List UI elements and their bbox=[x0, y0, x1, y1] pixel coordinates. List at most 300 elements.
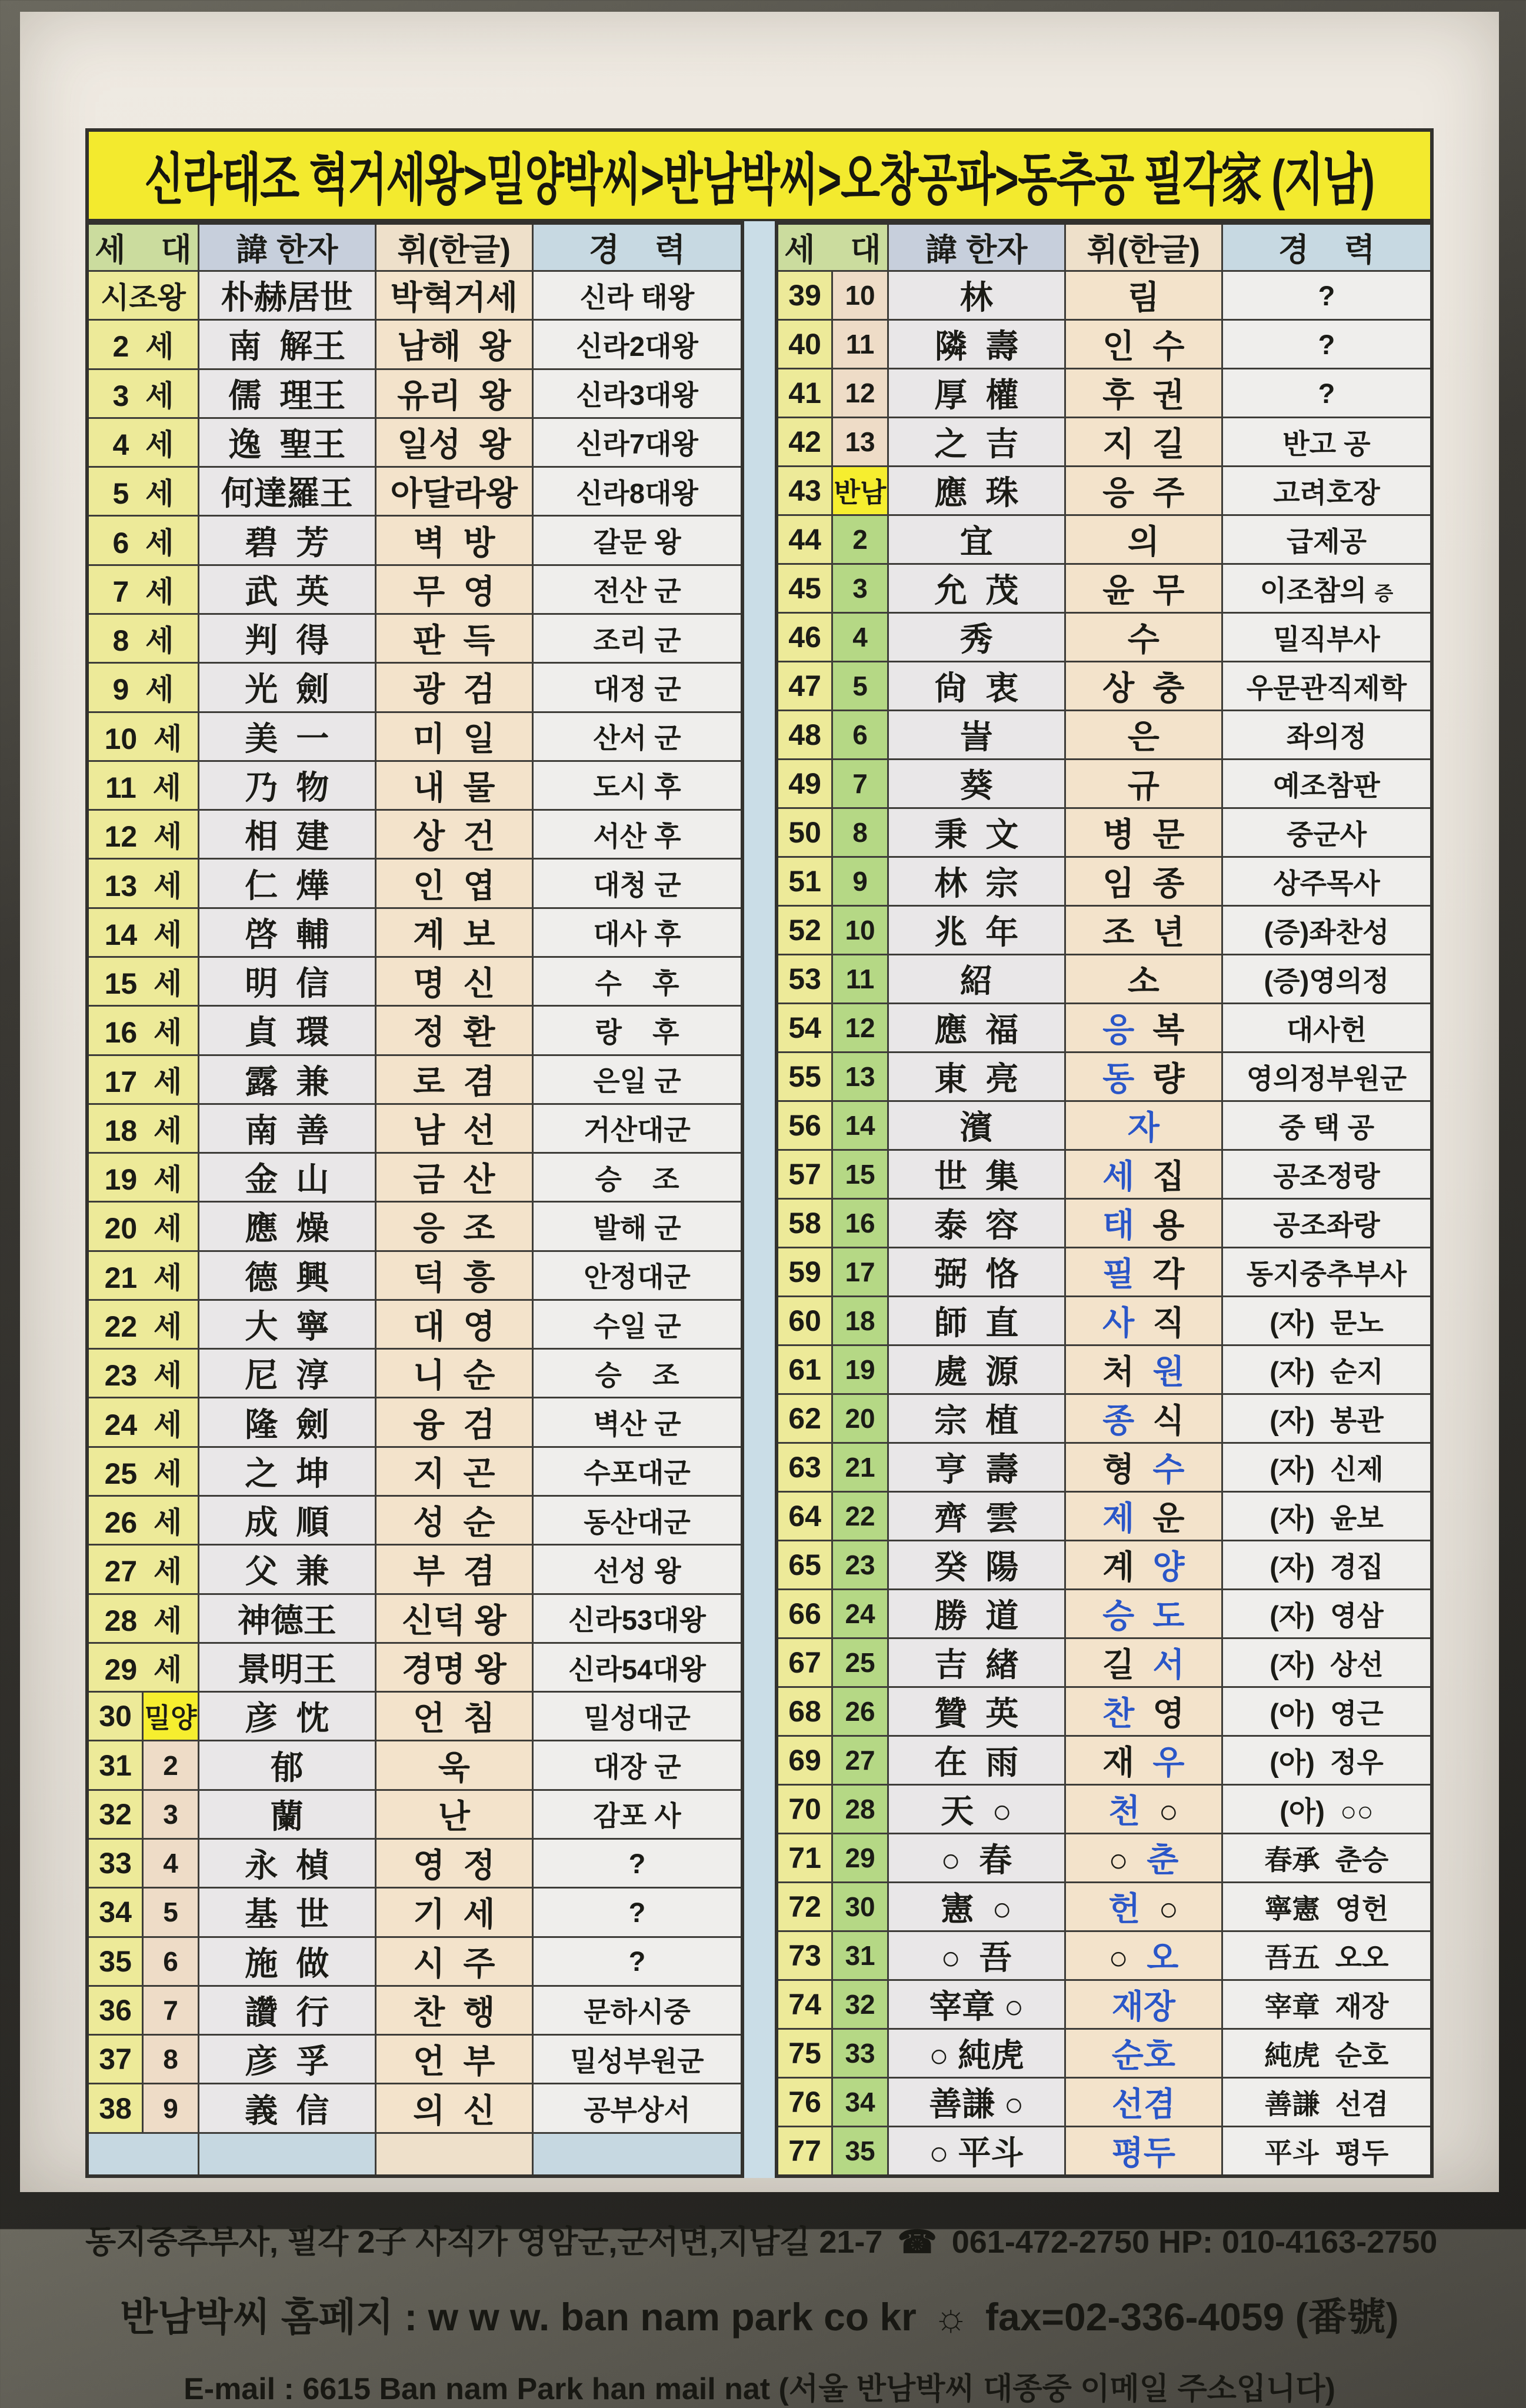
name-text: ? bbox=[628, 1896, 646, 1928]
generation-cell: 26 세 bbox=[87, 1496, 198, 1545]
branch-generation-cell: 24 bbox=[832, 1590, 888, 1638]
career-cell bbox=[1222, 1199, 1432, 1248]
branch-generation-cell: 19 bbox=[832, 1345, 888, 1394]
table-row bbox=[87, 810, 742, 859]
name-text: 成 順 bbox=[245, 1504, 329, 1541]
branch-generation-cell: 7 bbox=[832, 760, 888, 808]
name-text: 운 bbox=[1134, 1500, 1185, 1537]
name-text: 隆 劍 bbox=[245, 1406, 329, 1443]
blue-name-text: 양 bbox=[1152, 1548, 1185, 1586]
career-cell bbox=[1222, 760, 1432, 808]
table-row bbox=[87, 1251, 742, 1300]
hanja-name-cell bbox=[888, 515, 1065, 564]
table-row bbox=[777, 1297, 1432, 1345]
career-cell bbox=[1222, 1101, 1432, 1150]
hangul-name-cell bbox=[1065, 1248, 1222, 1297]
name-text: 厚 權 bbox=[934, 377, 1019, 414]
generation-cell: 56 bbox=[777, 1101, 832, 1150]
name-text: 밀성대군 bbox=[584, 1702, 691, 1734]
branch-generation-cell: 14 bbox=[832, 1101, 888, 1150]
empty-cell bbox=[87, 2133, 198, 2176]
hangul-name-cell bbox=[1065, 1053, 1222, 1101]
generation-cell: 68 bbox=[777, 1687, 832, 1736]
generation-cell: 67 bbox=[777, 1638, 832, 1687]
hanja-name-cell bbox=[888, 2127, 1065, 2177]
hanja-name-cell bbox=[888, 662, 1065, 711]
generation-cell: 14 세 bbox=[87, 908, 198, 957]
hanja-name-cell bbox=[888, 711, 1065, 760]
hanja-name-cell bbox=[888, 1736, 1065, 1785]
name-text: (아) 정우 bbox=[1270, 1746, 1384, 1778]
generation-cell: 62 bbox=[777, 1394, 832, 1443]
table-row bbox=[777, 564, 1432, 613]
career-cell bbox=[533, 1300, 743, 1348]
hanja-name-cell bbox=[888, 1443, 1065, 1492]
hangul-name-cell bbox=[1065, 1931, 1222, 1980]
blue-name-text: 서 bbox=[1152, 1646, 1185, 1683]
footer-homepage-line bbox=[85, 2286, 1434, 2342]
name-text: 亨 壽 bbox=[934, 1451, 1019, 1488]
name-text: ? bbox=[1318, 328, 1335, 360]
generation-cell: 29 세 bbox=[87, 1643, 198, 1691]
hangul-name-cell bbox=[1065, 613, 1222, 662]
generation-cell: 61 bbox=[777, 1345, 832, 1394]
table-divider bbox=[744, 221, 775, 2178]
table-row bbox=[87, 614, 742, 662]
hangul-name-cell bbox=[375, 1055, 532, 1104]
name-text: 露 兼 bbox=[245, 1063, 329, 1100]
hanja-name-cell bbox=[198, 320, 375, 369]
hanja-name-cell bbox=[888, 1687, 1065, 1736]
table-row bbox=[777, 2127, 1432, 2177]
blue-name-text: 사 bbox=[1102, 1304, 1135, 1341]
name-text: 신라2대왕 bbox=[576, 330, 698, 362]
hangul-name-cell bbox=[1065, 1101, 1222, 1150]
hanja-name-cell bbox=[888, 1248, 1065, 1297]
table-row bbox=[777, 2078, 1432, 2127]
branch-generation-cell: 12 bbox=[832, 369, 888, 418]
generation-cell: 20 세 bbox=[87, 1202, 198, 1251]
name-text: 平斗 평두 bbox=[1264, 2137, 1389, 2169]
document-photo bbox=[20, 12, 1499, 2406]
generation-cell: 시조왕 bbox=[87, 271, 198, 320]
name-text: 神德王 bbox=[237, 1601, 336, 1639]
hanja-name-cell bbox=[198, 1202, 375, 1251]
hangul-name-cell bbox=[375, 1741, 532, 1790]
branch-generation-cell: 13 bbox=[832, 1053, 888, 1101]
name-text: 처 bbox=[1102, 1353, 1153, 1390]
branch-generation-cell: 15 bbox=[832, 1150, 888, 1199]
blue-name-text: 승 도 bbox=[1102, 1597, 1185, 1634]
generation-cell: 22 세 bbox=[87, 1300, 198, 1348]
column-header: 諱 한자 bbox=[888, 223, 1065, 271]
name-text: 勝 道 bbox=[934, 1597, 1019, 1634]
hanja-name-cell bbox=[888, 271, 1065, 320]
hanja-name-cell bbox=[888, 1297, 1065, 1345]
career-cell bbox=[1222, 418, 1432, 467]
name-text: 직 bbox=[1134, 1304, 1185, 1341]
name-text: 내 물 bbox=[413, 768, 495, 806]
table-row bbox=[87, 467, 742, 516]
hangul-name-cell bbox=[375, 712, 532, 761]
name-text: 수 bbox=[1127, 621, 1160, 658]
name-text: (자) 상선 bbox=[1270, 1648, 1384, 1680]
hanja-name-cell bbox=[888, 2029, 1065, 2078]
table-row bbox=[777, 955, 1432, 1004]
footer-phone-numbers: 061-472-2750 HP: 010-4163-2750 bbox=[951, 2224, 1438, 2260]
footer-address-line bbox=[85, 2217, 1438, 2262]
name-text: 신덕 왕 bbox=[401, 1601, 507, 1639]
name-text: 金 山 bbox=[245, 1161, 329, 1198]
blue-name-text: 원 bbox=[1152, 1353, 1185, 1390]
name-text: 안정대군 bbox=[584, 1261, 691, 1293]
name-text: 시 주 bbox=[413, 1944, 495, 1982]
hangul-name-cell bbox=[375, 1888, 532, 1937]
table-row bbox=[777, 613, 1432, 662]
generation-cell: 55 bbox=[777, 1053, 832, 1101]
footer-email-line: E-mail : 6615 Ban nam Park han mail nat (서울 반남박씨 대종중 이메일 주소입니다) bbox=[184, 2372, 1335, 2406]
name-text: 善謙 ○ bbox=[929, 2086, 1024, 2123]
name-text: 대사 후 bbox=[593, 918, 681, 950]
name-text: 신라7대왕 bbox=[576, 428, 698, 460]
name-text: 林 宗 bbox=[934, 865, 1019, 902]
column-header: 휘(한글) bbox=[375, 223, 532, 271]
footer-homepage-text: 반남박씨 홈페지 : w w w. ban nam park co kr bbox=[120, 2295, 917, 2339]
hangul-name-cell bbox=[1065, 1345, 1222, 1394]
name-text: 碧 芳 bbox=[245, 524, 329, 561]
table-row bbox=[777, 1004, 1432, 1053]
blue-name-text: 평두 bbox=[1111, 2134, 1175, 2171]
blue-name-text: 필 bbox=[1102, 1255, 1135, 1293]
hanja-name-cell bbox=[198, 1447, 375, 1496]
generation-cell: 48 bbox=[777, 711, 832, 760]
hanja-name-cell bbox=[888, 1834, 1065, 1883]
name-text: 명 신 bbox=[413, 965, 495, 1002]
table-row bbox=[87, 1006, 742, 1055]
career-cell bbox=[1222, 1736, 1432, 1785]
name-text: 대정 군 bbox=[593, 673, 681, 705]
career-cell bbox=[1222, 564, 1432, 613]
generation-cell: 76 bbox=[777, 2078, 832, 2127]
table-row bbox=[777, 711, 1432, 760]
table-row bbox=[777, 808, 1432, 857]
name-text: 도시 후 bbox=[593, 771, 681, 803]
name-text: 秀 bbox=[959, 621, 993, 658]
generation-cell: 44 bbox=[777, 515, 832, 564]
name-text: 仁 燁 bbox=[245, 867, 329, 904]
career-cell bbox=[1222, 271, 1432, 320]
hangul-name-cell bbox=[375, 663, 532, 712]
career-cell bbox=[533, 1937, 743, 1986]
hanja-name-cell bbox=[198, 1937, 375, 1986]
branch-generation-cell: 25 bbox=[832, 1638, 888, 1687]
hanja-name-cell bbox=[198, 2084, 375, 2133]
name-text: 우문관직제학 bbox=[1246, 672, 1407, 704]
table-row bbox=[777, 369, 1432, 418]
chart-title: 신라태조 혁거세왕>밀양박씨>반남박씨>오창공파>동추공 필각家 (지남) bbox=[144, 149, 1375, 211]
hangul-name-cell bbox=[375, 957, 532, 1005]
left-generation-table bbox=[85, 221, 744, 2178]
generation-cell: 75 bbox=[777, 2029, 832, 2078]
table-row bbox=[87, 1790, 742, 1839]
hangul-name-cell bbox=[375, 565, 532, 614]
hangul-name-cell bbox=[1065, 906, 1222, 955]
name-text: (증)영의정 bbox=[1264, 965, 1390, 997]
career-cell bbox=[1222, 1297, 1432, 1345]
name-text: 좌의정 bbox=[1286, 721, 1367, 752]
name-text: (자) 영삼 bbox=[1270, 1600, 1384, 1631]
generation-cell: 35 bbox=[87, 1937, 143, 1986]
hanja-name-cell bbox=[888, 1004, 1065, 1053]
empty-cell bbox=[375, 2133, 532, 2176]
hanja-name-cell bbox=[888, 1590, 1065, 1638]
branch-generation-cell: 6 bbox=[143, 1937, 199, 1986]
hangul-name-cell bbox=[1065, 1394, 1222, 1443]
name-text: 찬 행 bbox=[413, 1993, 495, 2031]
hangul-name-cell bbox=[375, 1006, 532, 1055]
career-cell bbox=[533, 516, 743, 565]
generation-cell: 7 세 bbox=[87, 565, 198, 614]
branch-generation-cell: 31 bbox=[832, 1931, 888, 1980]
table-row bbox=[777, 1687, 1432, 1736]
hangul-name-cell bbox=[375, 1937, 532, 1986]
career-cell bbox=[1222, 1590, 1432, 1638]
name-text: 宰章 재장 bbox=[1264, 1990, 1389, 2022]
hangul-name-cell bbox=[375, 2035, 532, 2084]
hangul-name-cell bbox=[1065, 1541, 1222, 1590]
name-text: 應 福 bbox=[934, 1011, 1019, 1048]
hanja-name-cell bbox=[198, 1006, 375, 1055]
name-text: 光 劍 bbox=[245, 671, 329, 708]
career-cell bbox=[1222, 662, 1432, 711]
career-cell bbox=[533, 1251, 743, 1300]
hangul-name-cell bbox=[1065, 1980, 1222, 2029]
name-text: (자) 경집 bbox=[1270, 1551, 1384, 1583]
generation-cell: 64 bbox=[777, 1492, 832, 1541]
career-cell bbox=[1222, 955, 1432, 1004]
name-text: 永 楨 bbox=[245, 1847, 329, 1884]
table-row bbox=[87, 957, 742, 1005]
name-text: ○ bbox=[1108, 1841, 1147, 1879]
hangul-name-cell bbox=[375, 1447, 532, 1496]
name-text: 경명 왕 bbox=[401, 1651, 507, 1688]
branch-generation-cell: 35 bbox=[832, 2127, 888, 2177]
branch-generation-cell: 5 bbox=[832, 662, 888, 711]
hanja-name-cell bbox=[888, 320, 1065, 369]
career-cell bbox=[1222, 1394, 1432, 1443]
hangul-name-cell bbox=[375, 1202, 532, 1251]
generation-cell: 40 bbox=[777, 320, 832, 369]
column-header: 諱 한자 bbox=[198, 223, 375, 271]
generation-cell: 54 bbox=[777, 1004, 832, 1053]
hangul-name-cell bbox=[375, 2084, 532, 2133]
name-text: 葵 bbox=[959, 767, 993, 804]
hanja-name-cell bbox=[198, 663, 375, 712]
hanja-name-cell bbox=[198, 1643, 375, 1691]
hangul-name-cell bbox=[375, 1251, 532, 1300]
footer-fax-text: fax=02-336-4059 (番號) bbox=[985, 2295, 1399, 2339]
hanja-name-cell bbox=[888, 1492, 1065, 1541]
generation-cell: 24 세 bbox=[87, 1398, 198, 1447]
name-text: 일성 왕 bbox=[397, 425, 511, 463]
header-row bbox=[87, 223, 742, 271]
name-text: 융 검 bbox=[413, 1406, 495, 1443]
table-row bbox=[87, 1447, 742, 1496]
hangul-name-cell bbox=[375, 418, 532, 467]
name-text: 정 환 bbox=[413, 1014, 495, 1051]
generation-cell: 60 bbox=[777, 1297, 832, 1345]
career-cell bbox=[1222, 369, 1432, 418]
hangul-name-cell bbox=[375, 1496, 532, 1545]
generation-cell: 6 세 bbox=[87, 516, 198, 565]
hanja-name-cell bbox=[198, 516, 375, 565]
hangul-name-cell bbox=[1065, 515, 1222, 564]
name-text: 형 bbox=[1102, 1451, 1153, 1488]
name-text: (자) 문노 bbox=[1270, 1307, 1384, 1338]
hanja-name-cell bbox=[198, 1839, 375, 1888]
generation-cell: 39 bbox=[777, 271, 832, 320]
branch-generation-cell: 10 bbox=[832, 271, 888, 320]
empty-cell bbox=[198, 2133, 375, 2176]
table-row bbox=[777, 271, 1432, 320]
name-text: 之 吉 bbox=[934, 425, 1019, 462]
hangul-name-cell bbox=[1065, 2127, 1222, 2177]
footer bbox=[85, 2217, 1438, 2408]
name-text: 갈문 왕 bbox=[593, 527, 681, 558]
branch-generation-cell: 28 bbox=[832, 1785, 888, 1834]
career-cell bbox=[533, 1790, 743, 1839]
name-text: ? bbox=[1318, 377, 1335, 409]
career-cell bbox=[1222, 808, 1432, 857]
name-text: 癸 陽 bbox=[934, 1548, 1019, 1586]
name-text: 성 순 bbox=[413, 1504, 495, 1541]
name-text: 니 순 bbox=[413, 1357, 495, 1394]
table-row bbox=[777, 1101, 1432, 1150]
table-row bbox=[777, 760, 1432, 808]
generation-cell: 31 bbox=[87, 1741, 143, 1790]
hangul-name-cell bbox=[1065, 1883, 1222, 1931]
name-text: 임 종 bbox=[1102, 865, 1185, 902]
table-row bbox=[87, 908, 742, 957]
name-text: 대장 군 bbox=[593, 1751, 681, 1783]
name-text: 고려호장 bbox=[1273, 477, 1380, 508]
branch-generation-cell: 29 bbox=[832, 1834, 888, 1883]
hanja-name-cell bbox=[198, 369, 375, 418]
hangul-name-cell bbox=[1065, 369, 1222, 418]
generation-cell: 34 bbox=[87, 1888, 143, 1937]
hanja-name-cell bbox=[888, 906, 1065, 955]
table-row bbox=[777, 467, 1432, 515]
generation-cell: 47 bbox=[777, 662, 832, 711]
hangul-name-cell bbox=[1065, 857, 1222, 906]
name-text: 전산 군 bbox=[593, 575, 681, 607]
table-row bbox=[87, 565, 742, 614]
hanja-name-cell bbox=[198, 1594, 375, 1643]
name-text: 병 문 bbox=[1102, 816, 1185, 853]
name-text: 광 검 bbox=[413, 671, 495, 708]
generation-cell: 50 bbox=[777, 808, 832, 857]
career-cell bbox=[533, 1104, 743, 1153]
branch-generation-cell: 21 bbox=[832, 1443, 888, 1492]
blue-name-text: 태 bbox=[1102, 1207, 1135, 1244]
generation-cell: 2 세 bbox=[87, 320, 198, 369]
table-row bbox=[777, 1492, 1432, 1541]
name-text: 소 bbox=[1127, 962, 1160, 1000]
name-text: 남해 왕 bbox=[397, 328, 511, 365]
name-text: 應 燥 bbox=[245, 1210, 329, 1247]
blue-name-text: 우 bbox=[1152, 1744, 1185, 1781]
name-text: 紹 bbox=[959, 962, 993, 1000]
name-text: 判 得 bbox=[245, 622, 329, 660]
generation-cell: 32 bbox=[87, 1790, 143, 1839]
name-text: 美 一 bbox=[245, 720, 329, 757]
generation-cell: 51 bbox=[777, 857, 832, 906]
name-text: 문하시중 bbox=[584, 1996, 691, 2028]
career-cell bbox=[533, 320, 743, 369]
name-text: 春承 춘승 bbox=[1264, 1844, 1389, 1876]
generation-cell: 28 세 bbox=[87, 1594, 198, 1643]
branch-generation-cell: 32 bbox=[832, 1980, 888, 2029]
career-cell bbox=[533, 418, 743, 467]
hangul-name-cell bbox=[375, 908, 532, 957]
hanja-name-cell bbox=[198, 1251, 375, 1300]
name-text: 반고 공 bbox=[1282, 428, 1371, 459]
career-cell bbox=[1222, 1541, 1432, 1590]
hanja-name-cell bbox=[888, 1785, 1065, 1834]
name-text: 의 bbox=[1127, 523, 1160, 560]
hangul-name-cell bbox=[1065, 1297, 1222, 1345]
generation-cell: 57 bbox=[777, 1150, 832, 1199]
name-text: 서산 후 bbox=[593, 820, 681, 852]
name-text: 基 世 bbox=[245, 1896, 329, 1933]
table-row bbox=[87, 320, 742, 369]
table-row bbox=[777, 1980, 1432, 2029]
name-text: 복 bbox=[1134, 1011, 1185, 1048]
generation-cell: 71 bbox=[777, 1834, 832, 1883]
hanja-name-cell bbox=[888, 1980, 1065, 2029]
name-text: 벽 방 bbox=[413, 524, 495, 561]
name-text: 彦 忱 bbox=[245, 1700, 329, 1737]
career-cell bbox=[1222, 1883, 1432, 1931]
branch-generation-cell: 16 bbox=[832, 1199, 888, 1248]
table-row bbox=[87, 1153, 742, 1202]
name-text: 길 bbox=[1102, 1646, 1153, 1683]
branch-generation-cell: 34 bbox=[832, 2078, 888, 2127]
name-text: ○ 平斗 bbox=[929, 2134, 1024, 2171]
hangul-name-cell bbox=[1065, 1638, 1222, 1687]
branch-generation-cell: 22 bbox=[832, 1492, 888, 1541]
table-row bbox=[777, 1199, 1432, 1248]
name-text: 濱 bbox=[959, 1109, 993, 1146]
table-row bbox=[777, 857, 1432, 906]
hangul-name-cell bbox=[1065, 1785, 1222, 1834]
generation-cell: 38 bbox=[87, 2084, 143, 2133]
name-text: 儒 理王 bbox=[228, 377, 346, 414]
generation-cell: 49 bbox=[777, 760, 832, 808]
table-row bbox=[87, 1937, 742, 1986]
branch-generation-cell: 17 bbox=[832, 1248, 888, 1297]
name-text: 의 신 bbox=[413, 2091, 495, 2129]
name-text: 何達羅王 bbox=[221, 475, 353, 512]
hangul-name-cell bbox=[375, 271, 532, 320]
table-row bbox=[777, 1590, 1432, 1638]
career-cell bbox=[1222, 2029, 1432, 2078]
blue-name-text: 동 bbox=[1102, 1060, 1135, 1097]
name-text: 감포 사 bbox=[593, 1800, 681, 1832]
table-row bbox=[87, 1594, 742, 1643]
name-text: 응 주 bbox=[1102, 474, 1185, 511]
table-row bbox=[87, 1202, 742, 1251]
